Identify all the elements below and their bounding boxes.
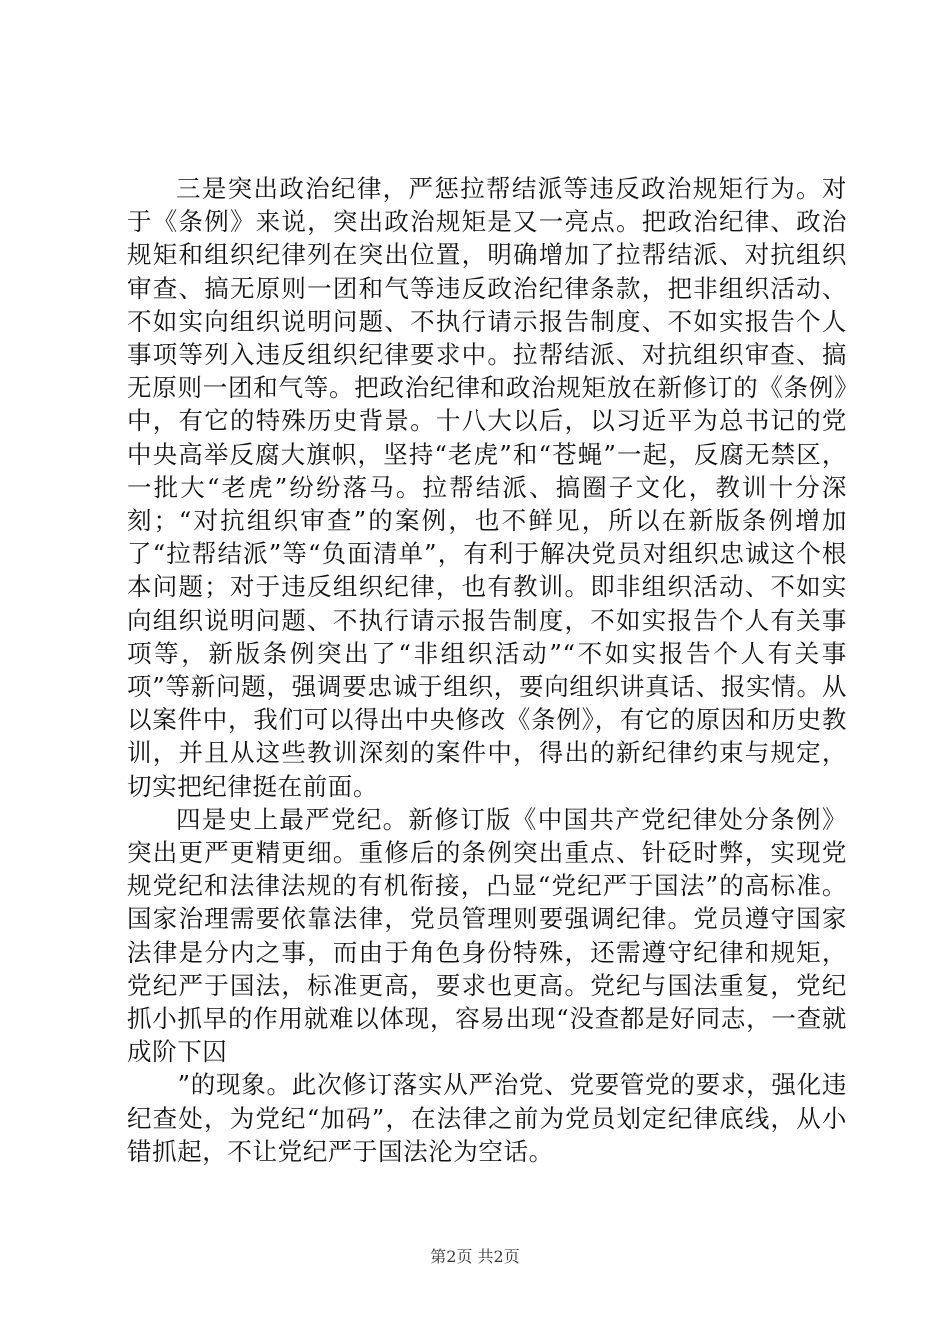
paragraph-continuation: ”的现象。此次修订落实从严治党、党要管党的要求，强化违纪查处，为党纪“加码”，在法律之前为党员划定纪律底线，从小错抓起，不让党纪严于国法沦为空话。 — [127, 1070, 847, 1166]
paragraph-strictest-discipline: 四是史上最严党纪。新修订版《中国共产党纪律处分条例》突出更严更精更细。重修后的条例突出重点、针砭时弊，实现党规党纪和法律法规的有机衔接，凸显“党纪严于国法”的高标准。国家治理需要依靠法律，党员管理则要强调纪律。党员遵守国家法律是分内之事，而由于角色身份特殊，还需遵守纪律和规矩，党纪严于国法，标准更高，要求也更高。党纪与国法重复，党纪抓小抓早的作用就难以体现，容易出现“没查都是好同志，一查就成阶下囚 — [127, 804, 847, 1067]
paragraph-political-discipline: 三是突出政治纪律，严惩拉帮结派等违反政治规矩行为。对于《条例》来说，突出政治规矩是又一亮点。把政治纪律、政治规矩和组织纪律列在突出位置，明确增加了拉帮结派、对抗组织审查、搞无原则一团和气等违反政治纪律条款，把非组织活动、不如实向组织说明问题、不执行请示报告制度、不如实报告个人事项等列入违反组织纪律要求中。拉帮结派、对抗组织审查、搞无原则一团和气等。把政治纪律和政治规矩放在新修订的《条例》中，有它的特殊历史背景。十八大以后，以习近平为总书记的党中央高举反腐大旗帜，坚持“老虎”和“苍蝇”一起，反腐无禁区，一批大“老虎”纷纷落马。拉帮结派、搞圈子文化，教训十分深刻；“对抗组织审查”的案例，也不鲜见，所以在新版条例增加了“拉帮结派”等“负面清单”，有利于解决党员对组织忠诚这个根本问题；对于违反组织纪律，也有教训。即非组织活动、不如实向组织说明问题、不执行请示报告制度，不如实报告个人有关事项等，新版条例突出了“非组织活动”“不如实报告个人有关事项”等新问题，强调要忠诚于组织，要向组织讲真话、报实情。从以案件中，我们可以得出中央修改《条例》，有它的原因和历史教训，并且从这些教训深刻的案件中，得出的新纪律约束与规定，切实把纪律挺在前面。 — [127, 174, 847, 801]
page-footer: 第2页 共2页 — [430, 1247, 520, 1266]
document-body — [127, 172, 847, 1168]
